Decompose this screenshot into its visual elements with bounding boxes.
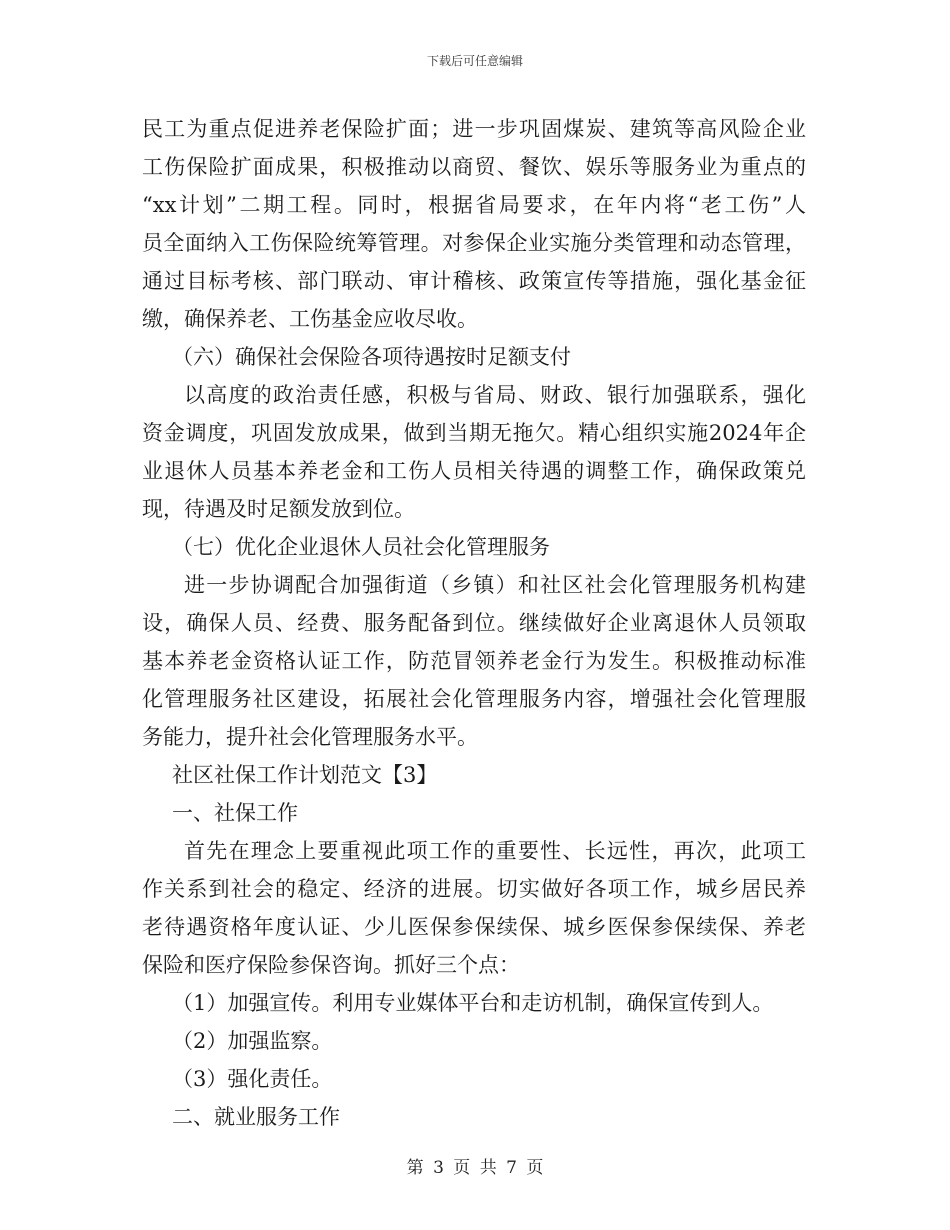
text-line: 通过目标考核、部门联动、审计稽核、政策宣传等措施，强化基金征	[142, 269, 806, 293]
text-line: 保险和医疗保险参保咨询。抓好三个点：	[142, 953, 520, 977]
text-line: 现，待遇及时足额发放到位。	[142, 497, 415, 521]
text-line: 首先在理念上要重视此项工作的重要性、长远性，再次，此项工	[184, 839, 806, 863]
text-line: 工伤保险扩面成果，积极推动以商贸、餐饮、娱乐等服务业为重点的	[142, 155, 806, 179]
text-line: 作关系到社会的稳定、经济的进展。切实做好各项工作，城乡居民养	[142, 877, 806, 901]
text-line: （3）强化责任。	[172, 1067, 333, 1091]
text-line: 员全面纳入工伤保险统筹管理。对参保企业实施分类管理和动态管理，	[142, 231, 806, 255]
text-line: 老待遇资格年度认证、少儿医保参保续保、城乡医保参保续保、养老	[142, 915, 806, 939]
text-line: 以高度的政治责任感，积极与省局、财政、银行加强联系，强化	[184, 383, 806, 407]
text-line: 化管理服务社区建设，拓展社会化管理服务内容，增强社会化管理服	[142, 687, 806, 711]
text-line: 社区社保工作计划范文【3】	[172, 763, 438, 787]
text-line: 民工为重点促进养老保险扩面；进一步巩固煤炭、建筑等高风险企业	[142, 117, 806, 141]
text-line: （1）加强宣传。利用专业媒体平台和走访机制，确保宣传到人。	[172, 991, 774, 1015]
text-line: （七）优化企业退休人员社会化管理服务	[172, 535, 550, 559]
document-body	[142, 110, 806, 1136]
text-line: 业退休人员基本养老金和工伤人员相关待遇的调整工作，确保政策兑	[142, 459, 806, 483]
text-line: 设，确保人员、经费、服务配备到位。继续做好企业离退休人员领取	[142, 611, 806, 635]
text-line: “xx计划”二期工程。同时，根据省局要求，在年内将“老工伤”人	[142, 193, 806, 217]
text-line: 缴，确保养老、工伤基金应收尽收。	[142, 307, 478, 331]
text-line: 二、就业服务工作	[172, 1105, 340, 1129]
text-line: （2）加强监察。	[172, 1029, 333, 1053]
text-line: 进一步协调配合加强街道（乡镇）和社区社会化管理服务机构建	[184, 573, 806, 597]
text-line: 务能力，提升社会化管理服务水平。	[142, 725, 478, 749]
page-header: 下载后可任意编辑	[426, 54, 523, 68]
text-line: 一、社保工作	[172, 801, 298, 825]
text-line: 资金调度，巩固发放成果，做到当期无拖欠。精心组织实施2024年企	[142, 421, 806, 445]
text-line: （六）确保社会保险各项待遇按时足额支付	[172, 345, 571, 369]
page-footer: 第 3 页 共 7 页	[406, 1158, 544, 1178]
text-line: 基本养老金资格认证工作，防范冒领养老金行为发生。积极推动标准	[142, 649, 806, 673]
